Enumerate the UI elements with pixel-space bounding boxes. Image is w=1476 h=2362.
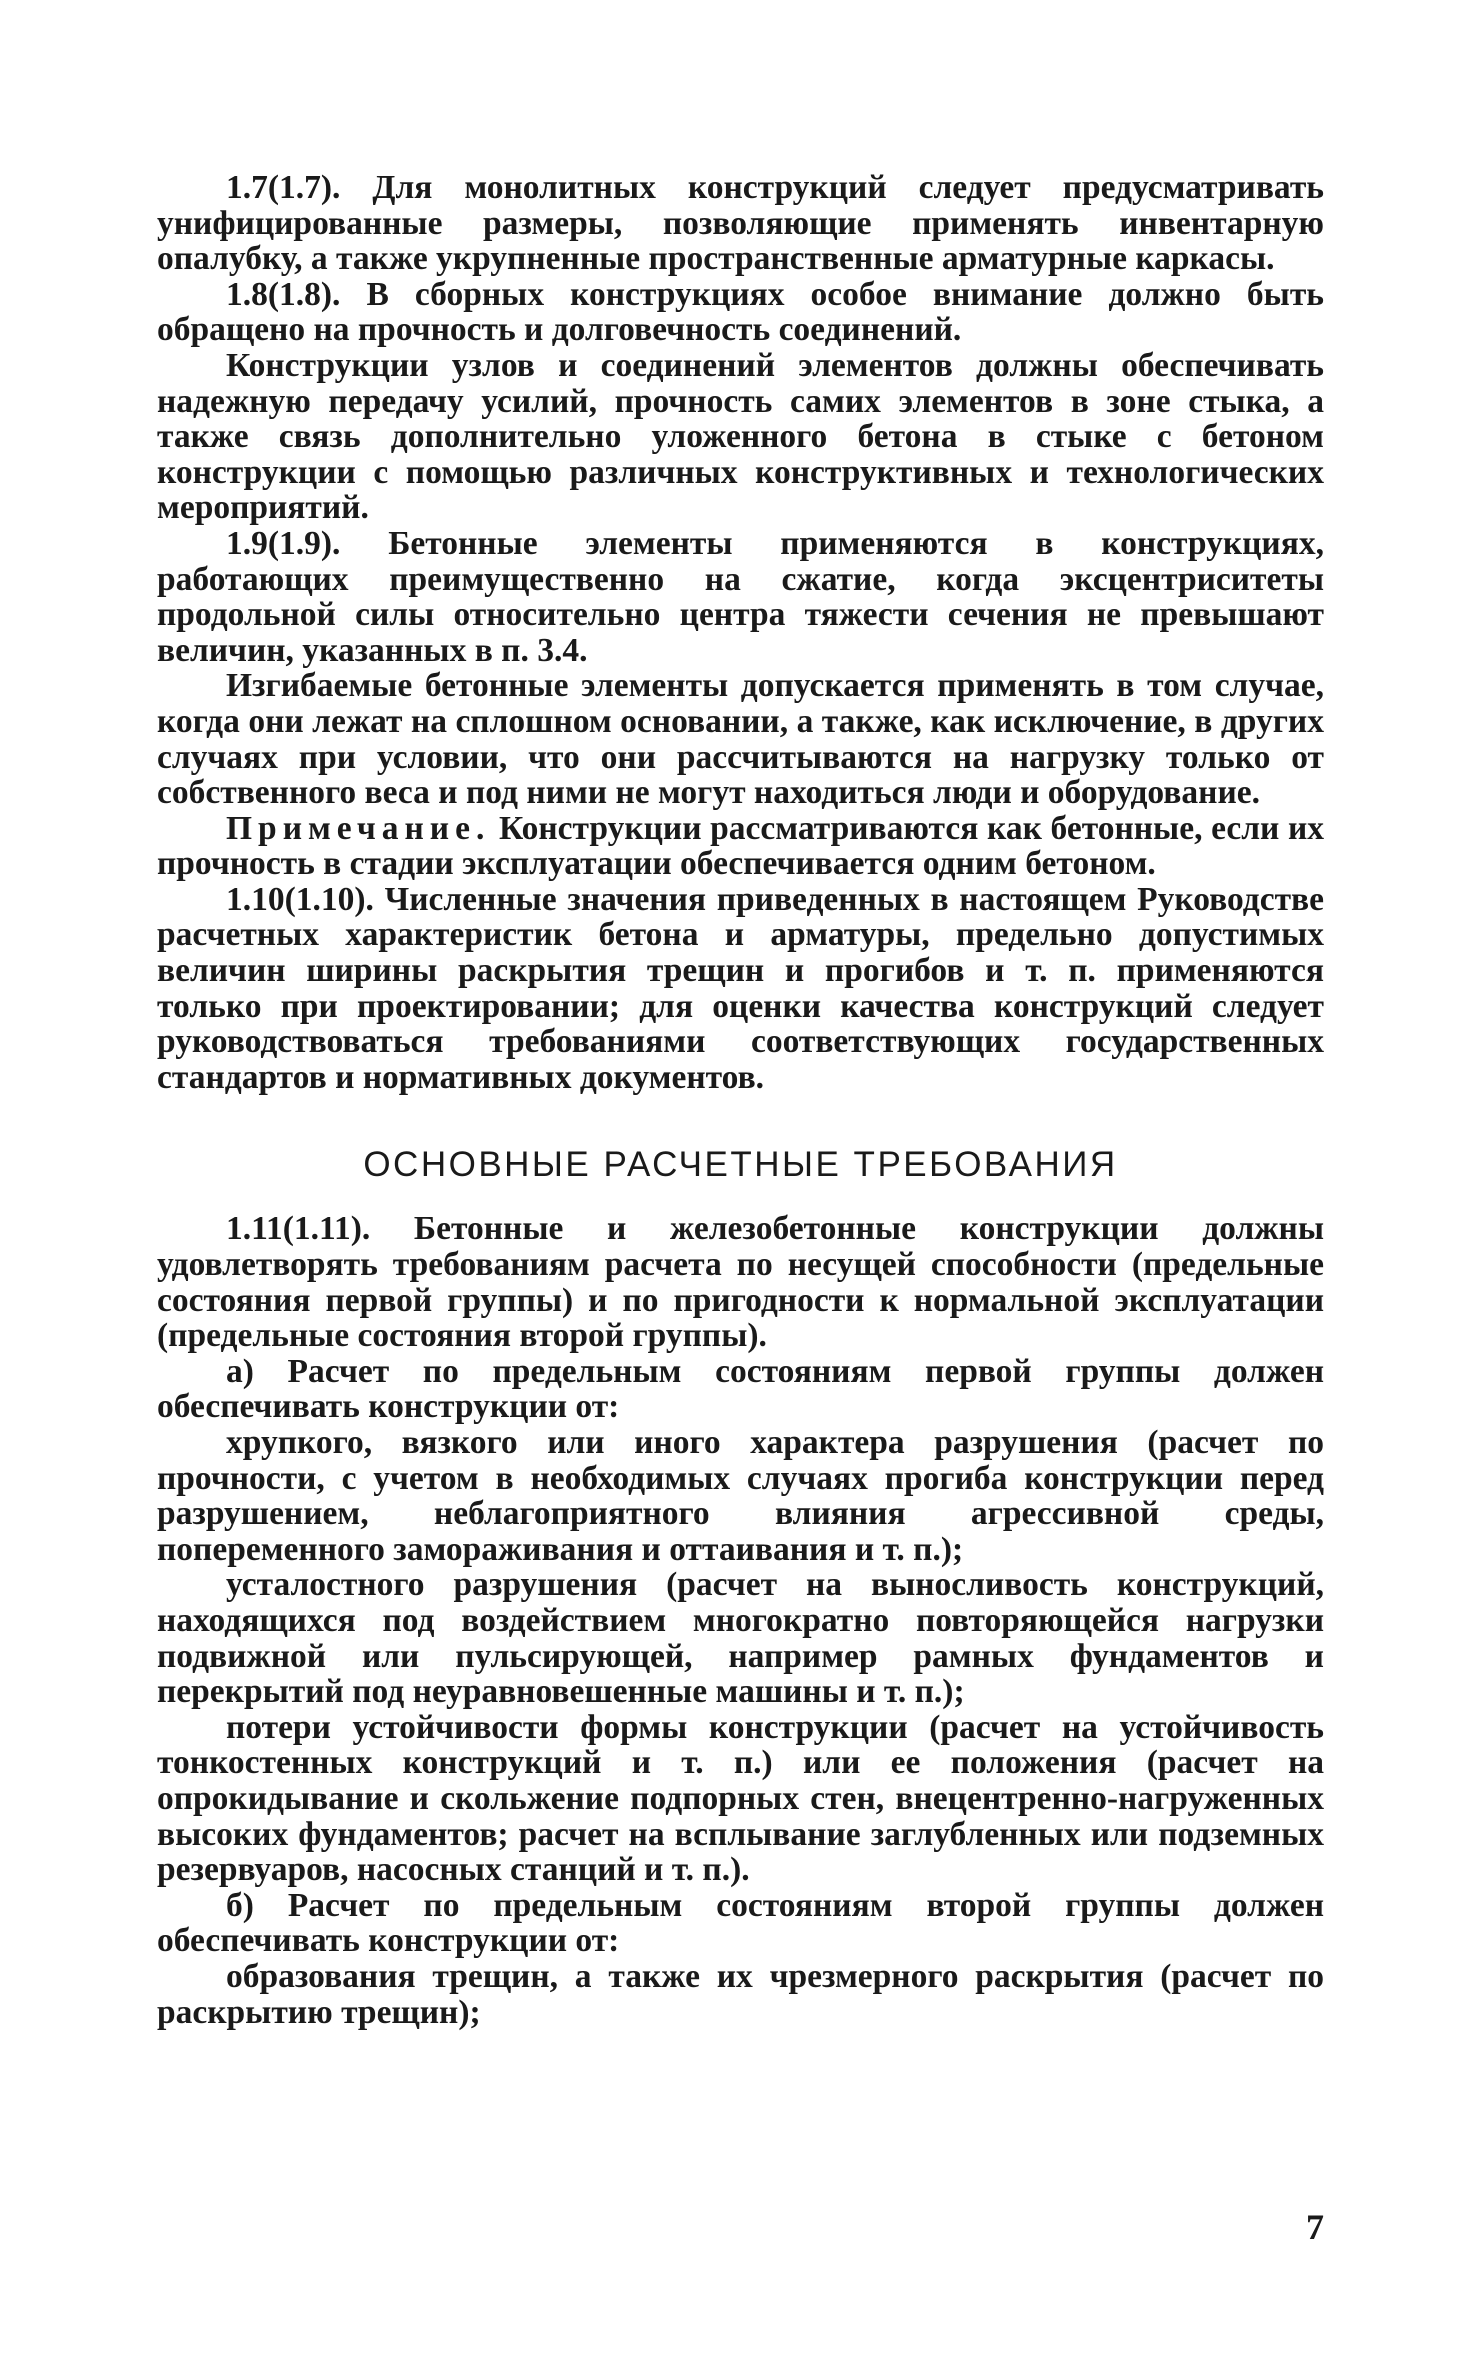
paragraph-brittle-failure: хрупкого, вязкого или иного характера разрушения (расчет по прочности, с учетом в необходимых случаях прогиба конструкции перед разрушением, неблагоприятного влияния агрессивной среды, попеременного замораживания и оттаивания и т. п.);: [157, 1424, 1324, 1568]
paragraph-second-group: б) Расчет по предельным состояниям второй группы должен обеспечивать конструкции от:: [157, 1886, 1324, 1960]
note-label: Примечание.: [226, 809, 491, 847]
section-heading: ОСНОВНЫЕ РАСЧЕТНЫЕ ТРЕБОВАНИЯ: [363, 1145, 1118, 1185]
note-text: Конструкции рассматриваются как бетонные, если их прочность в стадии эксплуатации обеспечивается одним бетоном.: [157, 809, 1325, 883]
paragraph-joints: Конструкции узлов и соединений элементов должны обеспечивать надежную передачу усилий, прочность самих элементов в зоне стыка, а также связь дополнительно уложенного бетона в стыке с бетоном конструкции с помощью различных конструктивных и технологических мероприятий.: [157, 346, 1324, 527]
paragraph-first-group: а) Расчет по предельным состояниям первой группы должен обеспечивать конструкции от:: [157, 1352, 1324, 1426]
paragraph-1-8: 1.8(1.8). В сборных конструкциях особое внимание должно быть обращено на прочность и долговечность соединений.: [157, 275, 1324, 349]
paragraph-1-10: 1.10(1.10). Численные значения приведенных в настоящем Руководстве расчетных характеристик бетона и арматуры, предельно допустимых величин ширины раскрытия трещин и прогибов и т. п. применяются только при проектировании; для оценки качества конструкций следует руководствоваться требованиями соответствующих государственных стандартов и нормативных документов.: [157, 880, 1324, 1096]
paragraph-bending-elements: Изгибаемые бетонные элементы допускается применять в том случае, когда они лежат на сплошном основании, а также, как исключение, в других случаях при условии, что они рассчитываются на нагрузку только от собственного веса и под ними не могут находиться люди и оборудование.: [157, 667, 1324, 812]
paragraph-1-7: 1.7(1.7). Для монолитных конструкций следует предусматривать унифицированные размеры, позволяющие применять инвентарную опалубку, а также укрупненные пространственные арматурные каркасы.: [157, 169, 1324, 278]
paragraph-crack-formation: образования трещин, а также их чрезмерного раскрытия (расчет по раскрытию трещин);: [157, 1957, 1324, 2031]
paragraph-1-9: 1.9(1.9). Бетонные элементы применяются в конструкциях, работающих преимущественно на сжатие, когда эксцентриситеты продольной силы относительно центра тяжести сечения не превышают величин, указанных в п. 3.4.: [157, 524, 1324, 669]
page-body: [157, 170, 1324, 2030]
paragraph-fatigue-failure: усталостного разрушения (расчет на выносливость конструкций, находящихся под воздействием многократно повторяющейся нагрузки подвижной или пульсирующей, например рамных фундаментов и перекрытий под неуравновешенные машины и т. п.);: [157, 1566, 1324, 1711]
paragraph-1-11: 1.11(1.11). Бетонные и железобетонные конструкции должны удовлетворять требованиям расчета по несущей способности (предельные состояния первой группы) и по пригодности к нормальной эксплуатации (предельные состояния второй группы).: [157, 1210, 1324, 1355]
paragraph-stability-loss: потери устойчивости формы конструкции (расчет на устойчивость тонкостенных конструкций и т. п.) или ее положения (расчет на опрокидывание и скольжение подпорных стен, внецентренно-нагруженных высоких фундаментов; расчет на всплывание заглубленных или подземных резервуаров, насосных станций и т. п.).: [157, 1708, 1324, 1889]
note-paragraph: [157, 811, 1324, 882]
page-number: 7: [1306, 2207, 1324, 2247]
